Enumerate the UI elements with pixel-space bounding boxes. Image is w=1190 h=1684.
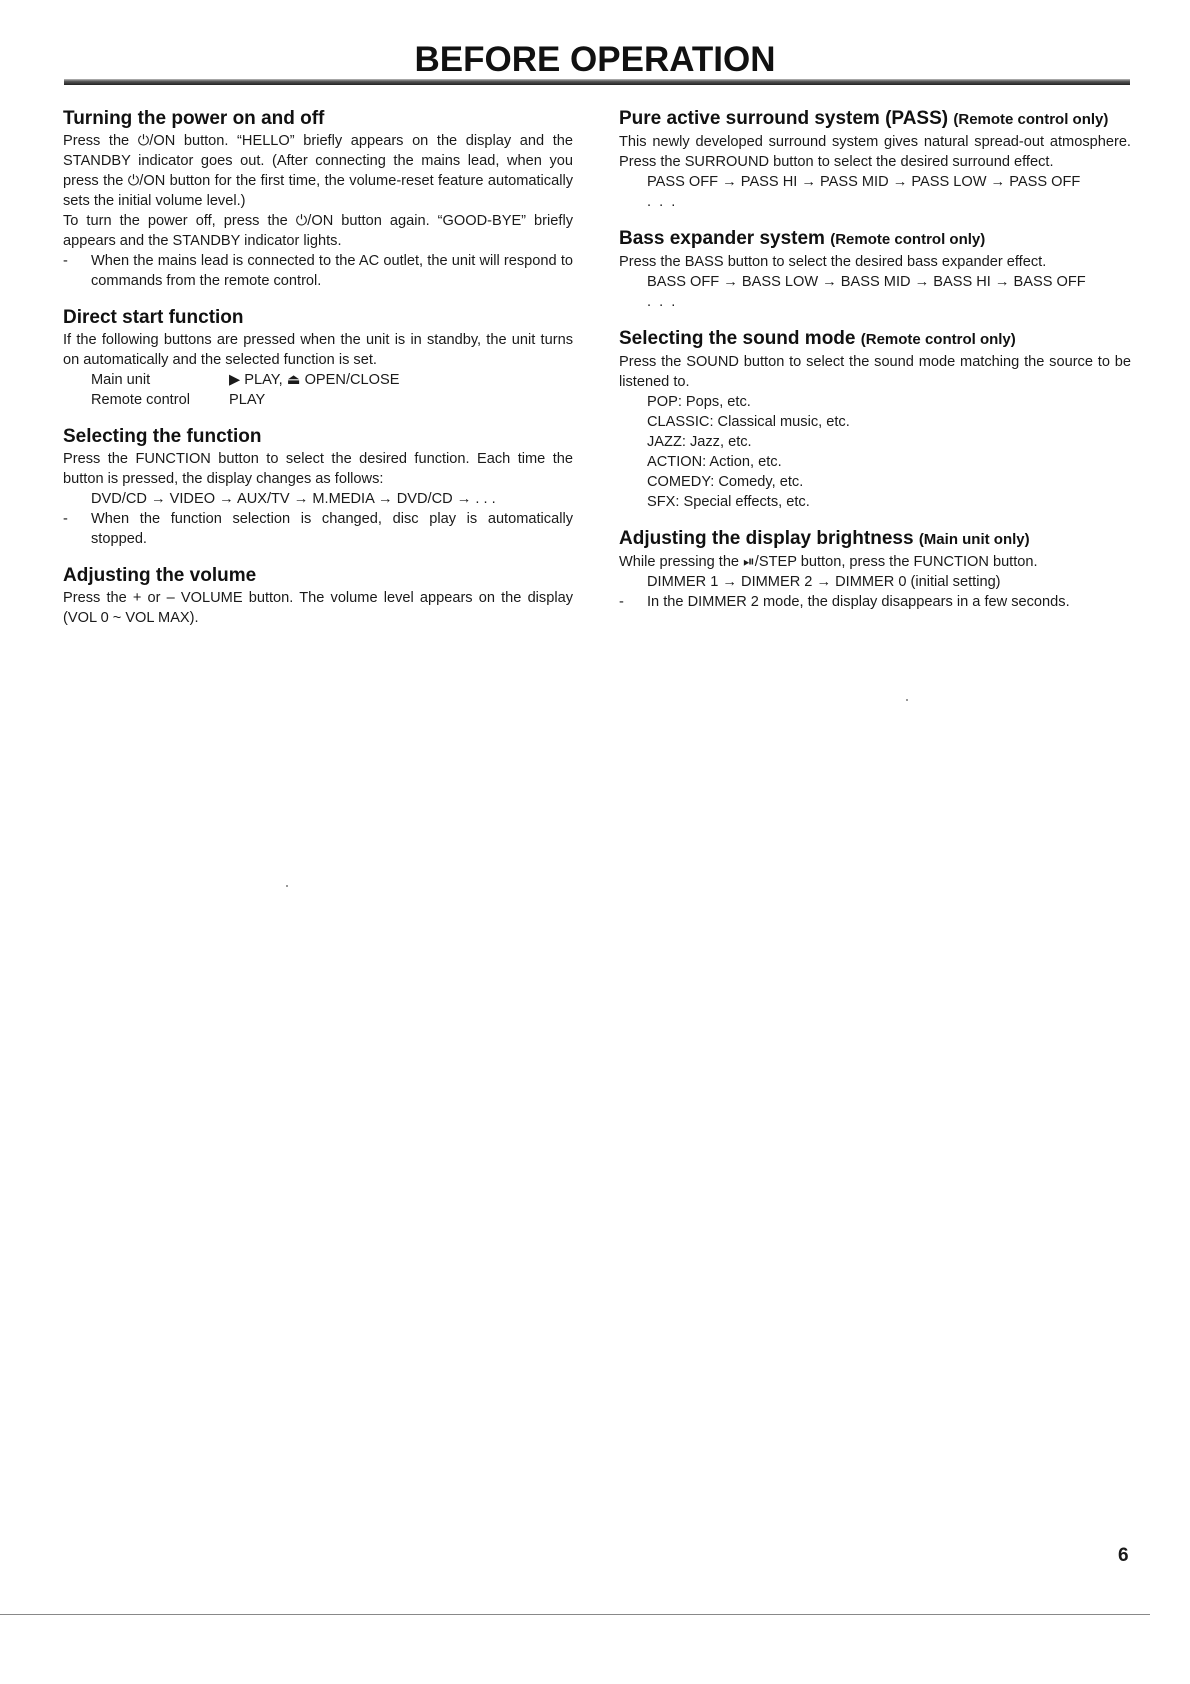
row-value: PLAY [229,392,266,408]
row-label: Main unit [91,372,151,388]
list-item: ACTION: Action, etc. [647,454,782,470]
heading-note: (Remote control only) [860,331,1016,348]
section-heading: Selecting the function [63,426,262,447]
list-item: SFX: Special effects, etc. [647,494,810,510]
paragraph: Press the FUNCTION button to select the desired function. Each time the button is pressed, the display changes as follows: [63,451,573,487]
continuation-dots: . . . [647,194,678,210]
heading-note: (Main unit only) [918,531,1030,548]
header-rule [64,79,1130,85]
note-bullet [619,592,1131,612]
list-item: POP: Pops, etc. [647,394,751,410]
dimmer-sequence: DIMMER 1 → DIMMER 2 → DIMMER 0 (initial setting) [647,574,1001,590]
heading-text: Bass expander system [619,228,825,249]
section-heading [619,226,1131,252]
list-item: CLASSIC: Classical music, etc. [647,414,850,430]
section-direct-start [63,305,573,410]
list-item: COMEDY: Comedy, etc. [647,474,804,490]
note-text: In the DIMMER 2 mode, the display disappears in a few seconds. [647,594,1070,610]
section-heading: Turning the power on and off [63,108,325,129]
section-pass [619,106,1131,212]
paragraph: Press the + or – VOLUME button. The volume level appears on the display (VOL 0 ~ VOL MAX). [63,590,573,626]
pass-sequence: PASS OFF → PASS HI → PASS MID → PASS LOW → PASS OFF [647,174,1081,190]
paragraph: If the following buttons are pressed when the unit is in standby, the unit turns on automatically and the selected function is set. [63,332,573,368]
row-value: ▶ PLAY, ⏏ OPEN/CLOSE [229,372,400,388]
bass-sequence: BASS OFF → BASS LOW → BASS MID → BASS HI → BASS OFF [647,274,1086,290]
section-heading: Direct start function [63,307,244,328]
section-sound-mode [619,326,1131,512]
heading-text: Pure active surround system (PASS) [619,108,949,129]
sound-mode-list [619,392,1131,512]
paragraph: Press the SOUND button to select the sound mode matching the source to be listened to. [619,354,1131,390]
list-item: JAZZ: Jazz, etc. [647,434,752,450]
section-heading: Adjusting the volume [63,565,257,586]
section-function [63,424,573,549]
note-text: When the mains lead is connected to the AC outlet, the unit will respond to commands from the remote control. [91,253,573,289]
paragraph: To turn the power off, press the ⏻/ON button again. “GOOD-BYE” briefly appears and the STANDBY indicator lights. [63,213,573,249]
paragraph: Press the BASS button to select the desired bass expander effect. [619,254,1047,270]
note-bullet [63,251,573,291]
row-label: Remote control [91,392,190,408]
section-heading [619,326,1131,352]
section-heading [619,106,1131,132]
function-sequence: DVD/CD → VIDEO → AUX/TV → M.MEDIA → DVD/CD → . . . [91,491,496,507]
paragraph: Press the ⏻/ON button. “HELLO” briefly appears on the display and the STANDBY indicator goes out. (After connecting the mains lead, when you press the ⏻/ON button for the first time, the volume-reset feature automatically sets the initial volume level.) [63,133,573,209]
section-bass [619,226,1131,312]
note-text: When the function selection is changed, disc play is automatically stopped. [91,511,573,547]
scan-speck [286,885,288,887]
left-column [63,106,573,642]
section-brightness [619,526,1131,612]
button-table [63,370,573,410]
footer-rule [0,1614,1150,1615]
note-bullet [63,509,573,549]
dash-marker: - [63,253,68,269]
table-row [91,390,399,410]
dash-marker: - [619,594,624,610]
table-row [91,370,399,390]
right-column [619,106,1131,626]
section-heading [619,526,1131,552]
dash-marker: - [63,511,68,527]
heading-note: (Remote control only) [953,111,1109,128]
heading-note: (Remote control only) [830,231,986,248]
page-title: BEFORE OPERATION [414,40,776,79]
heading-text: Adjusting the display brightness [619,528,914,549]
heading-text: Selecting the sound mode [619,328,856,349]
section-power [63,106,573,291]
page-number: 6 [1118,1545,1129,1566]
scan-speck [906,699,908,701]
continuation-dots: . . . [647,294,678,310]
section-volume [63,563,573,628]
paragraph: While pressing the ⏯/STEP button, press the FUNCTION button. [619,554,1038,570]
paragraph: This newly developed surround system gives natural spread-out atmosphere. Press the SURROUND button to select the desired surround effect. [619,134,1131,170]
